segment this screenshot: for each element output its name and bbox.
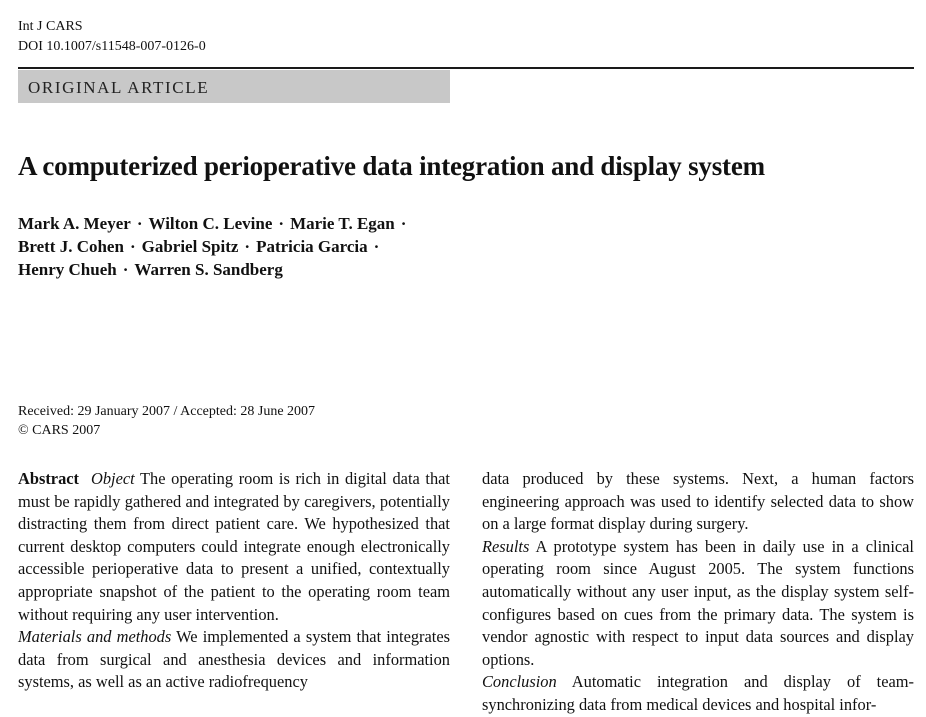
object-heading: Object <box>91 469 135 488</box>
methods-text-continued: data produced by these systems. Next, a human factors engineering approach was used to identify selected data to show on a large format display during surgery. <box>482 469 914 534</box>
abstract-conclusion-paragraph <box>482 671 914 716</box>
methods-text: We implemented a system that integrates data from surgical and anesthesia devices and information systems, as well as an active radiofrequency <box>18 627 450 692</box>
author: Wilton C. Levine <box>148 214 273 233</box>
author: Warren S. Sandberg <box>134 260 283 279</box>
author: Marie T. Egan <box>290 214 395 233</box>
abstract-methods-continued <box>482 468 914 536</box>
author: Brett J. Cohen <box>18 237 124 256</box>
author-separator: · <box>244 237 251 256</box>
author: Gabriel Spitz <box>141 237 239 256</box>
article-type-banner <box>18 70 450 103</box>
abstract-label: Abstract <box>18 469 79 488</box>
abstract-column-left <box>18 468 450 694</box>
publication-dates <box>18 402 315 440</box>
abstract-results-paragraph <box>482 536 914 672</box>
doi: DOI 10.1007/s11548-007-0126-0 <box>18 39 206 54</box>
author-separator: · <box>129 237 136 256</box>
copyright-notice: © CARS 2007 <box>18 423 101 438</box>
author-line <box>18 258 412 281</box>
article-title: A computerized perioperative data integration and display system <box>18 151 765 181</box>
author-separator: · <box>136 214 143 233</box>
results-heading: Results <box>482 536 530 556</box>
author-separator: · <box>373 237 380 256</box>
methods-heading: Materials and methods <box>18 627 172 647</box>
article-type-label: ORIGINAL ARTICLE <box>28 78 210 97</box>
author: Mark A. Meyer <box>18 214 131 233</box>
header-rule <box>18 67 914 69</box>
conclusion-text: Automatic integration and display of team-synchronizing data from medical devices and hospital infor- <box>482 672 914 714</box>
author-line <box>18 235 412 258</box>
author-separator: · <box>400 214 407 233</box>
object-text: The operating room is rich in digital data that must be rapidly gathered and integrated by caregivers, potentially distracting them from direct patient care. We hypothesized that current desktop computers could integrate enough electronically accessible perioperative data to present a unified, contextually appropriate snapshot of the patient to the operating room team without requiring any user intervention. <box>18 469 450 624</box>
received-accepted-dates: Received: 29 January 2007 / Accepted: 28 June 2007 <box>18 404 316 419</box>
author-line <box>18 212 412 235</box>
author-list <box>18 212 412 281</box>
author: Patricia Garcia <box>256 237 368 256</box>
author-separator: · <box>122 260 129 279</box>
abstract-column-right <box>482 468 914 717</box>
author-separator: · <box>278 214 285 233</box>
abstract-object-paragraph <box>18 468 450 626</box>
abstract-methods-paragraph <box>18 626 450 694</box>
conclusion-heading: Conclusion <box>482 672 557 692</box>
results-text: A prototype system has been in daily use in a clinical operating room since August 2005. The system functions automatically without any user input, as the display system self-configures based on cues from the primary data. The system is vendor agnostic with respect to input data sources and display options. <box>482 536 914 669</box>
journal-name: Int J CARS <box>18 19 83 34</box>
author: Henry Chueh <box>18 260 117 279</box>
